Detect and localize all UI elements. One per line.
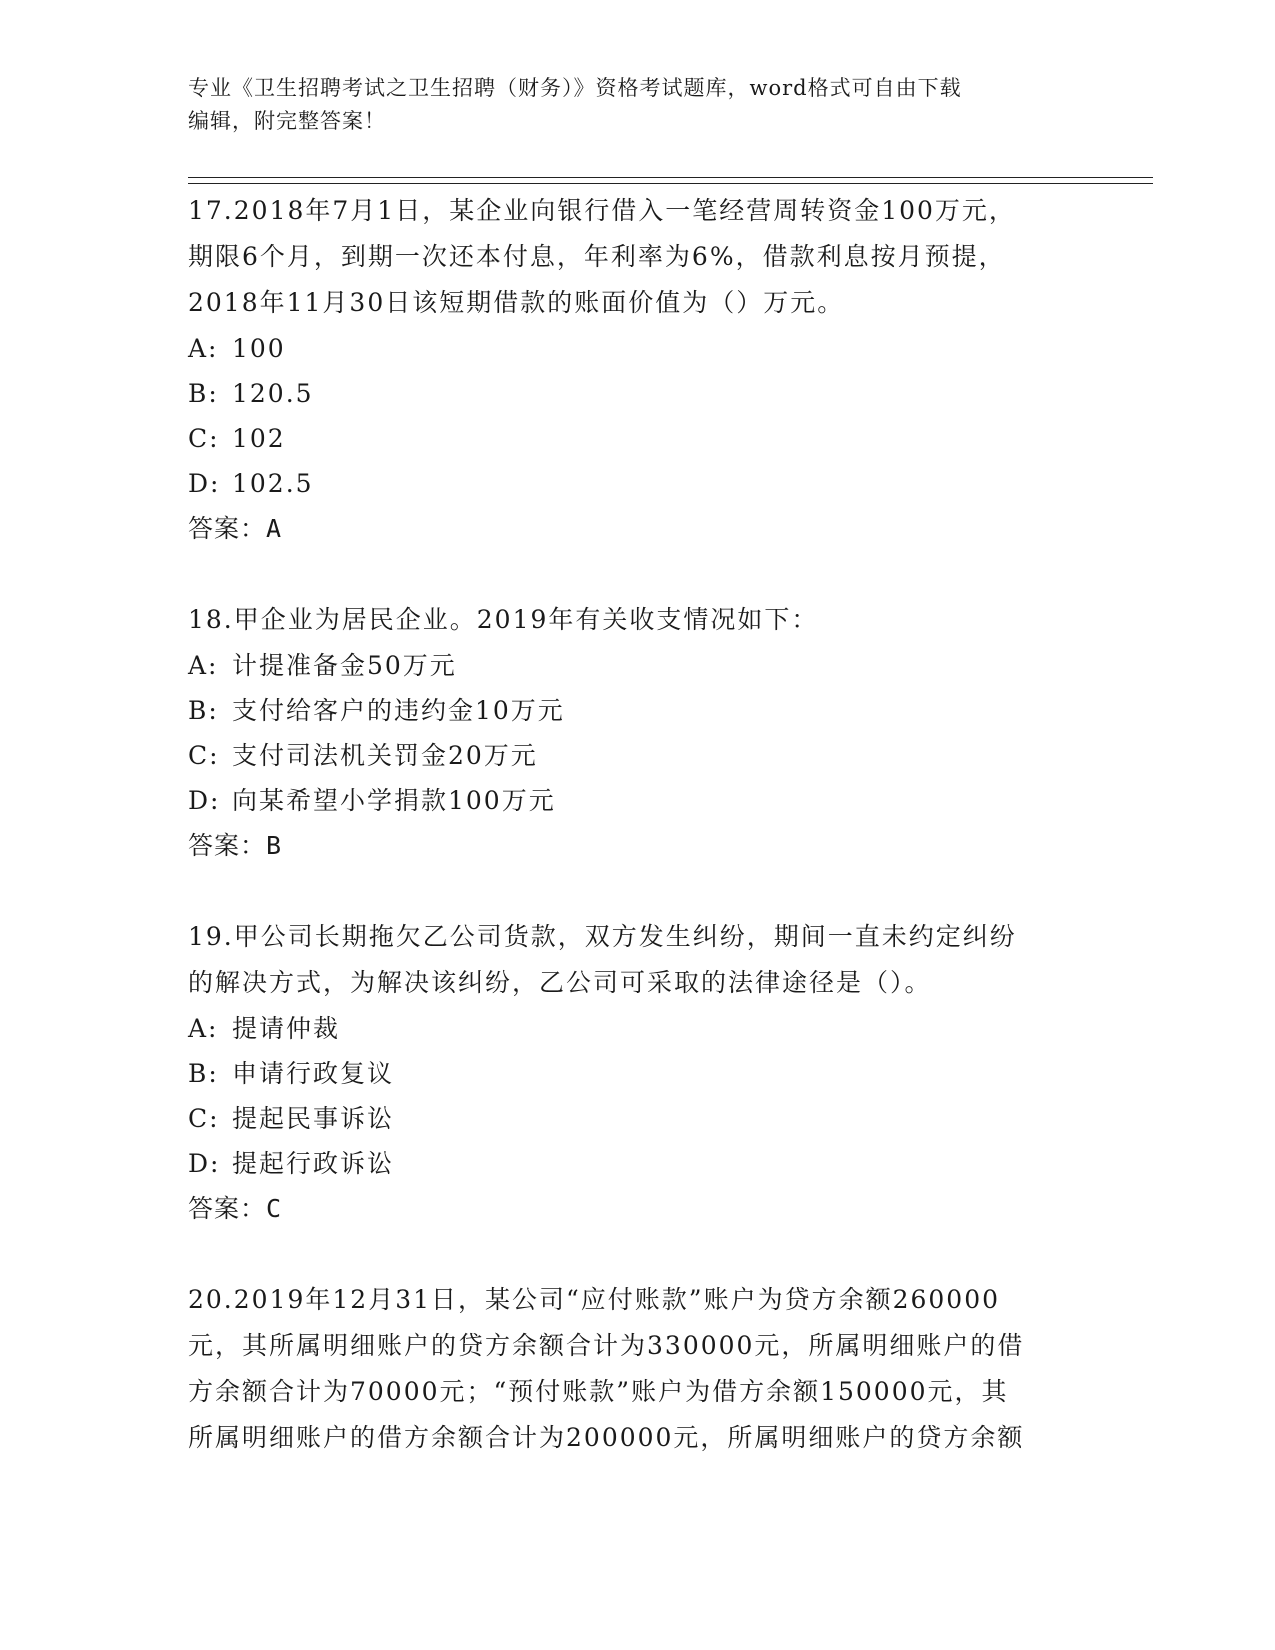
question-text-line: 17.2018年7月1日，某企业向银行借入一笔经营周转资金100万元， (188, 196, 1016, 225)
option-label: D: (188, 469, 221, 498)
header-line-1: 专业《卫生招聘考试之卫生招聘（财务）》资格考试题库，word格式可自由下载 (188, 76, 962, 100)
option-a (188, 643, 1088, 688)
option-b (188, 1051, 1088, 1096)
option-text: 120.5 (232, 379, 314, 408)
question-text-line: 方余额合计为70000元；“预付账款”账户为借方余额150000元，其 (188, 1377, 1009, 1406)
option-label: D: (188, 1149, 221, 1178)
header-divider-bottom (188, 183, 1153, 184)
answer (188, 506, 1088, 552)
option-c (188, 1096, 1088, 1141)
option-text: 支付司法机关罚金20万元 (232, 741, 538, 770)
question-19 (188, 914, 1088, 1232)
option-c (188, 416, 1088, 461)
option-text: 计提准备金50万元 (232, 651, 457, 680)
option-a (188, 326, 1088, 371)
option-text: 支付给客户的违约金10万元 (232, 696, 565, 725)
option-text: 申请行政复议 (232, 1059, 395, 1088)
answer (188, 1186, 1088, 1232)
answer-label: 答案： (188, 514, 267, 543)
option-label: A: (188, 1014, 219, 1043)
question-18 (188, 597, 1088, 869)
option-label: B: (188, 379, 219, 408)
option-label: D: (188, 786, 221, 815)
question-text-line: 的解决方式，为解决该纠纷，乙公司可采取的法律途径是（）。 (188, 968, 932, 997)
question-text-line: 18.甲企业为居民企业。2019年有关收支情况如下： (188, 605, 819, 634)
option-b (188, 371, 1088, 416)
option-d (188, 778, 1088, 823)
option-text: 提起行政诉讼 (232, 1149, 395, 1178)
option-text: 向某希望小学捐款100万元 (232, 786, 556, 815)
option-d (188, 461, 1088, 506)
option-label: B: (188, 696, 219, 725)
option-label: C: (188, 1104, 220, 1133)
answer (188, 823, 1088, 869)
option-d (188, 1141, 1088, 1186)
answer-value: B (266, 831, 282, 860)
answer-value: A (266, 514, 282, 543)
question-20 (188, 1277, 1088, 1461)
header-line-2: 编辑，附完整答案！ (188, 109, 386, 133)
option-text: 102 (232, 424, 286, 453)
option-label: A: (188, 334, 219, 363)
question-text-line: 19.甲公司长期拖欠乙公司货款，双方发生纠纷，期间一直未约定纠纷 (188, 922, 1017, 951)
option-label: C: (188, 424, 220, 453)
option-text: 100 (232, 334, 286, 363)
question-text-line: 2018年11月30日该短期借款的账面价值为（）万元。 (188, 288, 845, 317)
question-text-line: 所属明细账户的借方余额合计为200000元，所属明细账户的贷方余额 (188, 1423, 1025, 1452)
question-text-line: 20.2019年12月31日，某公司“应付账款”账户为贷方余额260000 (188, 1285, 1001, 1314)
option-label: C: (188, 741, 220, 770)
option-a (188, 1006, 1088, 1051)
option-c (188, 733, 1088, 778)
question-text-line: 元，其所属明细账户的贷方余额合计为330000元，所属明细账户的借 (188, 1331, 1025, 1360)
question-17 (188, 188, 1088, 552)
option-text: 提起民事诉讼 (232, 1104, 395, 1133)
option-label: A: (188, 651, 219, 680)
option-label: B: (188, 1059, 219, 1088)
option-text: 102.5 (232, 469, 314, 498)
option-b (188, 688, 1088, 733)
answer-value: C (266, 1194, 282, 1223)
question-text-line: 期限6个月，到期一次还本付息，年利率为6%，借款利息按月预提， (188, 242, 1006, 271)
option-text: 提请仲裁 (232, 1014, 341, 1043)
answer-label: 答案： (188, 831, 267, 860)
header-divider-top (188, 177, 1153, 178)
answer-label: 答案： (188, 1194, 267, 1223)
document-header (188, 72, 1068, 138)
question-list (188, 188, 1088, 1506)
